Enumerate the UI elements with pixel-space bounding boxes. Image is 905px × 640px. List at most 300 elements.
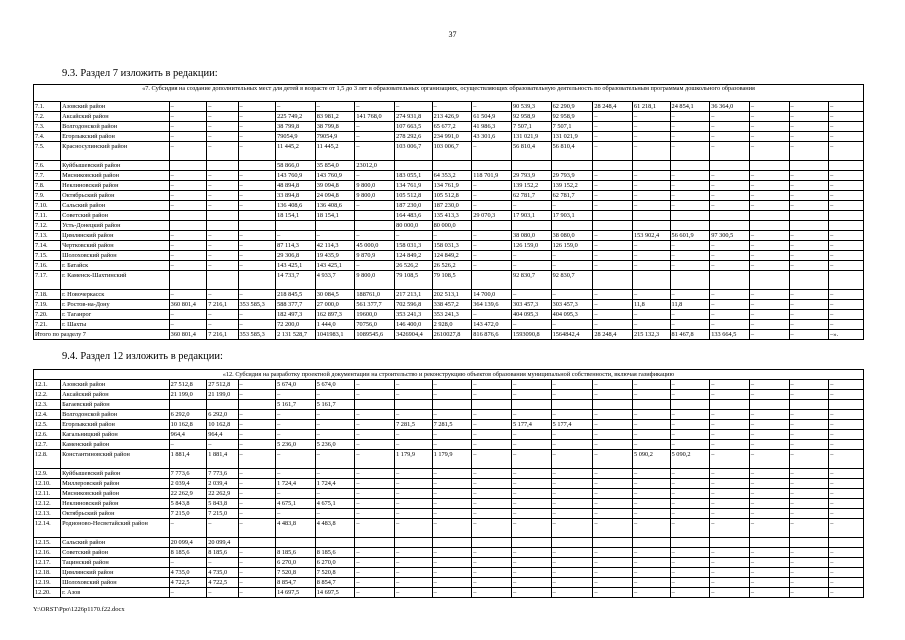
section-7-value-cell: – <box>789 122 829 132</box>
section-12-municipality: Куйбышевский район <box>61 469 170 479</box>
section-7-value-cell: – <box>593 231 633 241</box>
section-12-value-cell: 5 236,0 <box>276 440 316 450</box>
section-7-row <box>34 261 864 271</box>
section-7-value-cell: – <box>511 261 551 271</box>
section-12-value-cell: – <box>238 519 276 538</box>
section-12-value-cell: – <box>472 479 512 489</box>
section-12-value-cell: 21 199,0 <box>207 390 238 400</box>
section-7-value-cell: – <box>789 241 829 251</box>
section-7-value-cell: 217 213,1 <box>395 290 433 300</box>
section-12-row <box>34 380 864 390</box>
section-12-value-cell: – <box>315 410 355 420</box>
section-12-value-cell: – <box>276 489 316 499</box>
section-12-value-cell: – <box>355 450 395 469</box>
section-7-value-cell <box>829 161 864 171</box>
section-7-municipality: Куйбышевский район <box>61 161 170 171</box>
section-7-municipality: г. Ростов-на-Дону <box>61 300 170 310</box>
section-7-value-cell: – <box>670 181 710 191</box>
section-12-value-cell: – <box>355 509 395 519</box>
section-7-row <box>34 211 864 221</box>
section-12-value-cell: – <box>551 509 593 519</box>
section-7-value-cell: – <box>749 310 789 320</box>
section-12-value-cell: – <box>395 548 433 558</box>
section-12-value-cell <box>789 538 829 548</box>
section-12-value-cell: – <box>633 430 671 440</box>
section-12-value-cell: – <box>355 519 395 538</box>
section-7-value-cell <box>670 221 710 231</box>
section-12-value-cell: 964,4 <box>169 430 207 440</box>
section-7-value-cell: – <box>749 231 789 241</box>
section-7-value-cell: – <box>169 251 207 261</box>
section-12-value-cell: 5 177,4 <box>511 420 551 430</box>
section-12-value-cell: – <box>355 548 395 558</box>
section-7-row <box>34 102 864 112</box>
section-12-value-cell: 8 185,6 <box>207 548 238 558</box>
section-7-value-cell: – <box>829 201 864 211</box>
section-12-value-cell: – <box>633 390 671 400</box>
section-7-value-cell: – <box>632 191 670 201</box>
section-12-value-cell: – <box>315 450 355 469</box>
section-7-value-cell: – <box>551 290 593 300</box>
section-12-value-cell: – <box>395 430 433 440</box>
section-12-value-cell: – <box>472 509 512 519</box>
section-12-value-cell: – <box>238 430 276 440</box>
section-12-row <box>34 489 864 499</box>
section-7-value-cell: 2 928,0 <box>432 320 472 330</box>
section-7-value-cell <box>789 221 829 231</box>
section-12-value-cell: – <box>551 380 593 390</box>
section-12-value-cell: – <box>472 578 512 588</box>
section-12-value-cell: – <box>593 440 633 450</box>
section-7-value-cell: 158 031,3 <box>395 241 433 251</box>
section-7-value-cell: – <box>169 171 207 181</box>
section-7-value-cell: – <box>710 261 750 271</box>
section-12-title: 9.4. Раздел 12 изложить в редакции: <box>62 351 223 362</box>
section-7-value-cell: 27 000,0 <box>315 300 355 310</box>
section-12-value-cell: – <box>511 410 551 420</box>
section-7-row-number: 7.19. <box>34 300 61 310</box>
section-7-value-cell: – <box>749 330 789 340</box>
section-7-value-cell: 72 200,0 <box>276 320 316 330</box>
section-7-value-cell: – <box>169 181 207 191</box>
section-12-value-cell: – <box>355 420 395 430</box>
section-12-value-cell: 6 270,0 <box>276 558 316 568</box>
section-7-value-cell: 9 800,0 <box>355 271 395 290</box>
section-7-value-cell: – <box>169 310 207 320</box>
section-12-value-cell: – <box>789 588 829 598</box>
section-12-value-cell: – <box>355 410 395 420</box>
section-12-value-cell: – <box>710 509 750 519</box>
section-7-row <box>34 251 864 261</box>
section-12-value-cell <box>238 538 276 548</box>
section-12-value-cell: – <box>315 420 355 430</box>
section-7-row-number: 7.8. <box>34 181 61 191</box>
section-12-value-cell: – <box>633 499 671 509</box>
section-12-value-cell <box>789 400 829 410</box>
section-12-value-cell: – <box>670 479 710 489</box>
section-12-value-cell <box>472 400 512 410</box>
section-7-value-cell: – <box>593 181 633 191</box>
section-12-value-cell <box>315 538 355 548</box>
section-12-row <box>34 479 864 489</box>
section-7-value-cell <box>472 221 512 231</box>
section-12-value-cell: – <box>593 479 633 489</box>
section-12-row <box>34 588 864 598</box>
section-7-value-cell: – <box>789 300 829 310</box>
section-12-value-cell: 4 675,1 <box>276 499 316 509</box>
section-7-value-cell <box>169 271 207 290</box>
section-12-value-cell: – <box>710 410 750 420</box>
section-12-value-cell: – <box>710 440 750 450</box>
section-7-value-cell: – <box>749 122 789 132</box>
section-7-value-cell: 134 761,9 <box>432 181 472 191</box>
section-7-value-cell: – <box>829 122 864 132</box>
section-12-value-cell: – <box>169 519 207 538</box>
section-7-value-cell: – <box>472 310 512 320</box>
section-12-value-cell: – <box>395 519 433 538</box>
section-7-value-cell: – <box>238 241 276 251</box>
section-12-value-cell: 5 674,0 <box>315 380 355 390</box>
section-12-value-cell: – <box>238 509 276 519</box>
section-12-value-cell: – <box>511 588 551 598</box>
section-12-value-cell: – <box>432 578 472 588</box>
section-7-row <box>34 181 864 191</box>
section-7-value-cell: – <box>829 191 864 201</box>
section-12-value-cell: – <box>238 548 276 558</box>
section-12-value-cell: – <box>551 568 593 578</box>
section-12-value-cell: – <box>432 568 472 578</box>
section-12-value-cell: – <box>749 588 789 598</box>
section-12-value-cell: – <box>749 430 789 440</box>
section-12-value-cell: – <box>789 489 829 499</box>
section-12-value-cell: 6 292,0 <box>207 410 238 420</box>
section-7-value-cell: – <box>511 201 551 211</box>
section-7-value-cell: – <box>789 102 829 112</box>
section-7-value-cell: 4 933,7 <box>315 271 355 290</box>
section-7-value-cell: 83 981,2 <box>315 112 355 122</box>
section-12-value-cell: – <box>670 390 710 400</box>
section-12-value-cell: – <box>238 489 276 499</box>
section-7-value-cell: 17 903,1 <box>511 211 551 221</box>
section-12-row <box>34 519 864 538</box>
section-7-value-cell: 97 300,5 <box>710 231 750 241</box>
section-7-value-cell: 139 152,2 <box>511 181 551 191</box>
section-7-value-cell: 353 585,3 <box>238 300 276 310</box>
section-7-value-cell: 61 504,9 <box>472 112 512 122</box>
section-7-value-cell <box>472 271 512 290</box>
section-7-value-cell <box>355 221 395 231</box>
section-7-value-cell: – <box>749 290 789 300</box>
section-7-value-cell: – <box>670 191 710 201</box>
section-7-value-cell: 136 408,6 <box>276 201 316 211</box>
section-7-value-cell: – <box>355 231 395 241</box>
section-7-value-cell: – <box>315 231 355 241</box>
section-7-value-cell: – <box>632 171 670 181</box>
section-7-value-cell: 1564842,4 <box>551 330 593 340</box>
section-12-value-cell: – <box>789 499 829 509</box>
section-7-value-cell: 65 677,2 <box>432 122 472 132</box>
section-7-value-cell: 303 457,3 <box>551 300 593 310</box>
section-12-value-cell: – <box>207 519 238 538</box>
section-12-value-cell: – <box>511 519 551 538</box>
section-12-value-cell: – <box>276 390 316 400</box>
section-7-value-cell: – <box>789 290 829 300</box>
section-12-value-cell: – <box>593 390 633 400</box>
section-12-value-cell: 7 520,8 <box>276 568 316 578</box>
section-7-row-number: 7.21. <box>34 320 61 330</box>
section-7-value-cell: 92 830,7 <box>551 271 593 290</box>
section-7-value-cell <box>593 271 633 290</box>
section-7-value-cell: – <box>749 261 789 271</box>
section-7-value-cell: – <box>238 231 276 241</box>
section-12-value-cell: – <box>238 440 276 450</box>
section-7-value-cell: – <box>670 142 710 161</box>
section-12-row-number: 12.18. <box>34 568 61 578</box>
section-7-value-cell: – <box>670 290 710 300</box>
section-7-municipality: Волгодонской район <box>61 122 170 132</box>
section-12-value-cell: – <box>355 578 395 588</box>
section-12-value-cell: – <box>633 578 671 588</box>
section-7-row <box>34 300 864 310</box>
section-7-value-cell: – <box>749 191 789 201</box>
section-12-value-cell: – <box>829 489 864 499</box>
section-12-value-cell: 964,4 <box>207 430 238 440</box>
section-7-value-cell: 143 425,1 <box>315 261 355 271</box>
section-7-value-cell: – <box>710 191 750 201</box>
section-7-value-cell: – <box>207 201 238 211</box>
page-number: 37 <box>448 30 457 39</box>
section-7-municipality: Красносулинский район <box>61 142 170 161</box>
section-7-value-cell: 139 152,2 <box>551 181 593 191</box>
section-7-value-cell: – <box>749 102 789 112</box>
section-7-value-cell: – <box>829 320 864 330</box>
section-7-value-cell: – <box>789 181 829 191</box>
section-12-value-cell: – <box>551 499 593 509</box>
section-7-value-cell: – <box>632 201 670 211</box>
section-12-value-cell: – <box>633 410 671 420</box>
section-7-value-cell: – <box>710 171 750 181</box>
section-7-value-cell <box>710 271 750 290</box>
section-7-value-cell <box>432 161 472 171</box>
section-7-value-cell: – <box>829 142 864 161</box>
section-7-value-cell: – <box>395 231 433 241</box>
section-7-value-cell: – <box>207 231 238 241</box>
section-7-value-cell: – <box>238 122 276 132</box>
section-12-value-cell: – <box>511 469 551 479</box>
section-7-value-cell: – <box>207 181 238 191</box>
section-7-row <box>34 112 864 122</box>
section-12-value-cell: – <box>710 578 750 588</box>
section-12-value-cell: 7 773,6 <box>207 469 238 479</box>
section-7-value-cell: – <box>710 290 750 300</box>
section-12-row <box>34 469 864 479</box>
section-7-value-cell: – <box>789 261 829 271</box>
section-7-value-cell: 816 876,6 <box>472 330 512 340</box>
section-7-caption: «7. Субсидия на создание дополнительных мест для детей в возрасте от 1,5 до 3 лет в образовательных организациях, осуществляющих образовательную деятельность по образовательным программам дошкольного образования <box>34 85 864 102</box>
section-12-value-cell: – <box>710 450 750 469</box>
section-7-value-cell <box>670 271 710 290</box>
section-12-value-cell <box>670 400 710 410</box>
section-12-value-cell: – <box>395 380 433 390</box>
section-7-value-cell <box>511 161 551 171</box>
section-12-row <box>34 538 864 548</box>
section-7-municipality: Советский район <box>61 211 170 221</box>
section-7-value-cell: – <box>749 201 789 211</box>
section-7-value-cell: 124 849,2 <box>395 251 433 261</box>
section-12-value-cell: – <box>315 469 355 479</box>
section-7-value-cell: – <box>207 132 238 142</box>
section-12-value-cell: – <box>472 519 512 538</box>
section-7-value-cell: – <box>749 181 789 191</box>
section-12-value-cell: – <box>593 380 633 390</box>
section-7-value-cell <box>749 161 789 171</box>
section-12-value-cell: 5 161,7 <box>276 400 316 410</box>
section-7-value-cell: – <box>238 310 276 320</box>
section-7-municipality: Усть-Донецкий район <box>61 221 170 231</box>
section-7-row <box>34 241 864 251</box>
section-7-value-cell: – <box>789 191 829 201</box>
section-7-value-cell: 141 768,0 <box>355 112 395 122</box>
section-7-value-cell: 187 230,0 <box>395 201 433 211</box>
section-12-value-cell <box>829 400 864 410</box>
section-12-value-cell <box>395 400 433 410</box>
section-12-value-cell: – <box>593 410 633 420</box>
section-7-value-cell: 153 902,4 <box>632 231 670 241</box>
section-12-value-cell: – <box>169 558 207 568</box>
section-7-row-number: 7.16. <box>34 261 61 271</box>
section-12-row <box>34 548 864 558</box>
section-12-row-number: 12.12. <box>34 499 61 509</box>
section-7-value-cell: – <box>355 171 395 181</box>
section-7-value-cell: 105 512,8 <box>432 191 472 201</box>
section-7-municipality: г. Батайск <box>61 261 170 271</box>
section-12-value-cell: – <box>511 380 551 390</box>
section-7-value-cell: – <box>789 171 829 181</box>
section-12-row-number: 12.9. <box>34 469 61 479</box>
section-12-value-cell: – <box>511 430 551 440</box>
section-12-value-cell: – <box>789 450 829 469</box>
section-7-row-number: 7.10. <box>34 201 61 211</box>
section-7-value-cell: 79054,9 <box>276 132 316 142</box>
section-12-value-cell: – <box>710 430 750 440</box>
section-12-value-cell: 14 697,5 <box>276 588 316 598</box>
section-7-value-cell: – <box>829 300 864 310</box>
section-12-value-cell: – <box>551 450 593 469</box>
section-12-value-cell: – <box>829 509 864 519</box>
section-7-municipality: Цимлянский район <box>61 231 170 241</box>
section-7-value-cell <box>472 161 512 171</box>
section-12-value-cell: – <box>432 410 472 420</box>
section-7-value-cell: 146 400,0 <box>395 320 433 330</box>
section-7-value-cell: – <box>472 201 512 211</box>
section-7-value-cell: – <box>238 320 276 330</box>
section-12-row-number: 12.11. <box>34 489 61 499</box>
section-7-value-cell <box>749 211 789 221</box>
section-12-value-cell: – <box>633 558 671 568</box>
section-7-value-cell: – <box>632 122 670 132</box>
section-7-row-number: 7.2. <box>34 112 61 122</box>
section-7-value-cell: – <box>238 191 276 201</box>
section-12-value-cell: 5 843,8 <box>207 499 238 509</box>
section-12-value-cell: – <box>395 440 433 450</box>
section-12-value-cell: – <box>789 519 829 538</box>
section-12-value-cell: 7 215,0 <box>207 509 238 519</box>
section-7-value-cell: – <box>207 251 238 261</box>
section-12-value-cell: – <box>710 588 750 598</box>
section-7-row-number: 7.11. <box>34 211 61 221</box>
section-7-table <box>33 84 864 340</box>
section-12-value-cell: – <box>789 410 829 420</box>
section-7-value-cell: 588 377,7 <box>276 300 316 310</box>
section-7-value-cell <box>829 211 864 221</box>
section-12-value-cell: – <box>276 450 316 469</box>
section-12-value-cell: – <box>633 489 671 499</box>
section-7-municipality: Шолоховский район <box>61 251 170 261</box>
section-7-value-cell: – <box>670 251 710 261</box>
section-7-value-cell: – <box>169 132 207 142</box>
section-7-value-cell: – <box>238 290 276 300</box>
section-7-value-cell: – <box>207 112 238 122</box>
section-12-value-cell: – <box>276 410 316 420</box>
section-7-value-cell: 353 585,3 <box>238 330 276 340</box>
section-12-value-cell: 2 039,4 <box>207 479 238 489</box>
section-12-value-cell: – <box>829 420 864 430</box>
section-7-value-cell: – <box>276 231 316 241</box>
section-7-value-cell: 9 870,9 <box>355 251 395 261</box>
section-12-value-cell: – <box>355 479 395 489</box>
section-12-value-cell: – <box>749 390 789 400</box>
section-12-value-cell: 14 697,5 <box>315 588 355 598</box>
section-7-value-cell: – <box>749 171 789 181</box>
section-12-value-cell: – <box>276 469 316 479</box>
section-7-value-cell: 124 849,2 <box>432 251 472 261</box>
section-12-value-cell: – <box>789 440 829 450</box>
section-12-value-cell: – <box>789 509 829 519</box>
section-12-value-cell: – <box>472 420 512 430</box>
section-7-value-cell: – <box>632 251 670 261</box>
section-7-value-cell: – <box>355 142 395 161</box>
section-7-value-cell: 81 467,8 <box>670 330 710 340</box>
section-7-value-cell: 404 095,3 <box>511 310 551 320</box>
section-7-value-cell: 131 021,9 <box>511 132 551 142</box>
section-7-value-cell: 29 070,3 <box>472 211 512 221</box>
section-7-municipality: г. Новочеркасск <box>61 290 170 300</box>
section-7-value-cell: – <box>169 290 207 300</box>
section-12-value-cell: – <box>789 479 829 489</box>
section-7-value-cell: 126 159,0 <box>551 241 593 251</box>
file-path-footer: Y:\ORST\Ppo\1226p1170.f22.docx <box>33 606 125 613</box>
section-7-value-cell: 92 958,9 <box>551 112 593 122</box>
section-7-row <box>34 290 864 300</box>
section-7-value-cell: 3426904,4 <box>395 330 433 340</box>
section-12-value-cell: – <box>551 440 593 450</box>
section-7-row-number: 7.18. <box>34 290 61 300</box>
section-12-value-cell: 21 199,0 <box>169 390 207 400</box>
section-12-value-cell <box>511 538 551 548</box>
section-12-value-cell: – <box>633 548 671 558</box>
section-7-value-cell: – <box>207 261 238 271</box>
section-12-value-cell: – <box>276 509 316 519</box>
section-7-value-cell: – <box>315 102 355 112</box>
section-7-value-cell: 92 958,9 <box>511 112 551 122</box>
section-7-value-cell: – <box>593 261 633 271</box>
section-12-value-cell: – <box>829 469 864 479</box>
section-12-row-number: 12.1. <box>34 380 61 390</box>
section-12-value-cell: 7 281,5 <box>432 420 472 430</box>
section-12-value-cell: 10 162,8 <box>169 420 207 430</box>
section-12-value-cell: – <box>355 568 395 578</box>
section-7-row <box>34 191 864 201</box>
